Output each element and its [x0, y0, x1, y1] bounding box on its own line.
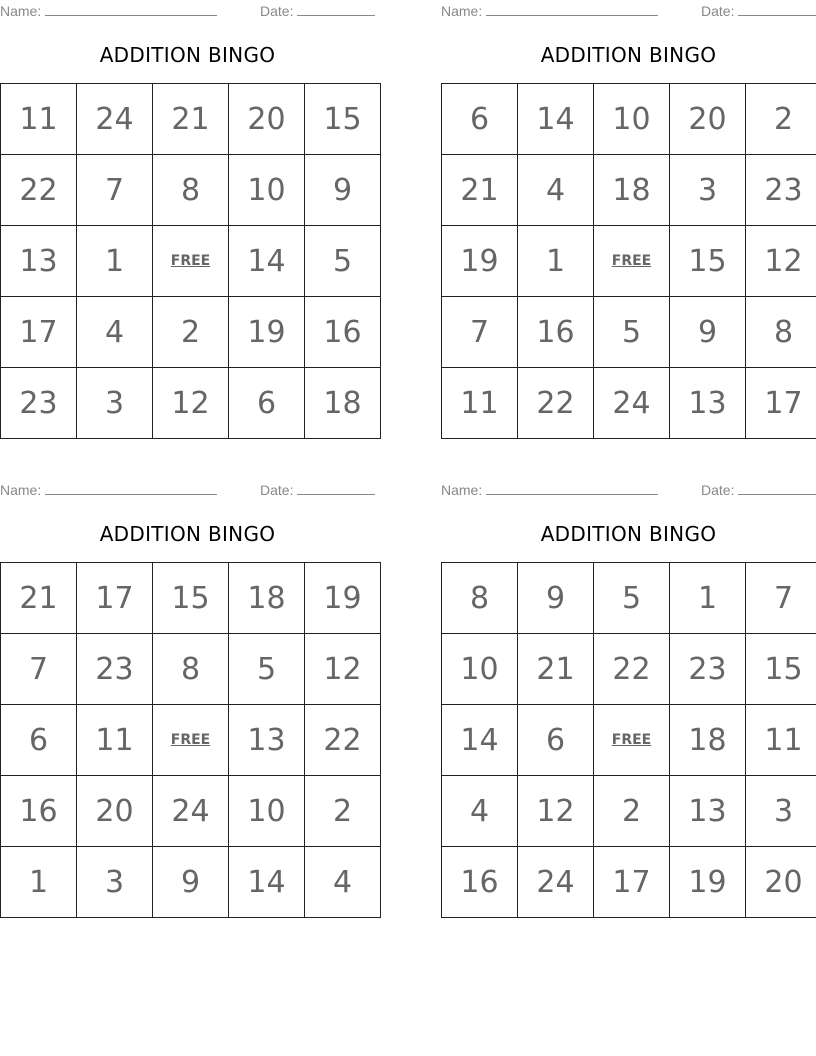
bingo-cell: 22 — [518, 368, 594, 439]
bingo-cell: 16 — [518, 297, 594, 368]
bingo-cell: 4 — [305, 847, 381, 918]
bingo-cell: 3 — [77, 368, 153, 439]
free-space-cell: FREE — [594, 226, 670, 297]
bingo-cell: 17 — [1, 297, 77, 368]
name-date-header — [441, 481, 816, 499]
bingo-row — [1, 155, 381, 226]
bingo-row — [442, 634, 816, 705]
bingo-cell: 3 — [746, 776, 816, 847]
bingo-grid — [441, 562, 816, 918]
bingo-cell: 4 — [518, 155, 594, 226]
bingo-cell: 7 — [746, 563, 816, 634]
card-title: ADDITION BINGO — [99, 522, 276, 546]
bingo-cell: 24 — [153, 776, 229, 847]
bingo-cell: 17 — [746, 368, 816, 439]
bingo-cell: 23 — [746, 155, 816, 226]
bingo-cell: 24 — [518, 847, 594, 918]
bingo-cell: 12 — [746, 226, 816, 297]
bingo-cell: 14 — [229, 226, 305, 297]
free-space-cell: FREE — [153, 705, 229, 776]
bingo-cell: 18 — [670, 705, 746, 776]
bingo-cell: 19 — [305, 563, 381, 634]
bingo-cell: 9 — [305, 155, 381, 226]
bingo-cell: 16 — [305, 297, 381, 368]
bingo-cell: 15 — [746, 634, 816, 705]
bingo-cell: 20 — [77, 776, 153, 847]
bingo-row — [442, 368, 816, 439]
date-field — [260, 481, 375, 498]
date-field — [701, 481, 816, 498]
bingo-row — [442, 84, 816, 155]
date-field — [701, 2, 816, 19]
bingo-cell: 4 — [442, 776, 518, 847]
name-blank-line — [486, 481, 658, 495]
bingo-row — [1, 563, 381, 634]
bingo-cell: 22 — [594, 634, 670, 705]
bingo-cell: 8 — [153, 155, 229, 226]
bingo-cell: 8 — [153, 634, 229, 705]
bingo-cell: 19 — [670, 847, 746, 918]
bingo-cell: 18 — [305, 368, 381, 439]
bingo-row — [442, 297, 816, 368]
bingo-cell: 18 — [594, 155, 670, 226]
bingo-cell: 17 — [77, 563, 153, 634]
name-label: Name: — [0, 482, 42, 498]
bingo-cell: 13 — [1, 226, 77, 297]
bingo-cell: 14 — [518, 84, 594, 155]
bingo-cell: 12 — [518, 776, 594, 847]
bingo-cell: 1 — [518, 226, 594, 297]
name-label: Name: — [441, 3, 483, 19]
bingo-row — [442, 563, 816, 634]
name-label: Name: — [0, 3, 42, 19]
bingo-cell: 15 — [153, 563, 229, 634]
bingo-cell: 1 — [670, 563, 746, 634]
free-space-cell: FREE — [594, 705, 670, 776]
bingo-cell: 2 — [746, 84, 816, 155]
bingo-cell: 22 — [1, 155, 77, 226]
bingo-cell: 19 — [442, 226, 518, 297]
name-date-header — [0, 2, 375, 20]
bingo-row — [442, 705, 816, 776]
bingo-cell: 5 — [594, 563, 670, 634]
bingo-cell: 11 — [1, 84, 77, 155]
bingo-cell: 7 — [442, 297, 518, 368]
bingo-cell: 21 — [1, 563, 77, 634]
bingo-row — [1, 847, 381, 918]
bingo-cell: 9 — [518, 563, 594, 634]
bingo-cell: 23 — [1, 368, 77, 439]
name-blank-line — [45, 481, 217, 495]
bingo-cell: 1 — [1, 847, 77, 918]
date-label: Date: — [701, 482, 735, 498]
bingo-cell: 12 — [153, 368, 229, 439]
name-blank-line — [486, 2, 658, 16]
bingo-cell: 15 — [305, 84, 381, 155]
bingo-cell: 22 — [305, 705, 381, 776]
name-field — [0, 2, 217, 19]
date-blank-line — [738, 2, 816, 16]
date-blank-line — [297, 2, 375, 16]
name-blank-line — [45, 2, 217, 16]
bingo-row — [1, 776, 381, 847]
bingo-cell: 11 — [746, 705, 816, 776]
bingo-row — [442, 155, 816, 226]
date-label: Date: — [260, 3, 294, 19]
bingo-cell: 6 — [229, 368, 305, 439]
bingo-cell: 17 — [594, 847, 670, 918]
bingo-cell: 19 — [229, 297, 305, 368]
bingo-cell: 2 — [305, 776, 381, 847]
free-space-cell: FREE — [153, 226, 229, 297]
bingo-grid — [0, 562, 381, 918]
bingo-row — [1, 634, 381, 705]
date-label: Date: — [260, 482, 294, 498]
bingo-cell: 15 — [670, 226, 746, 297]
bingo-cell: 6 — [442, 84, 518, 155]
bingo-cell: 9 — [670, 297, 746, 368]
bingo-cell: 16 — [442, 847, 518, 918]
bingo-row — [1, 368, 381, 439]
bingo-cell: 8 — [442, 563, 518, 634]
bingo-cell: 12 — [305, 634, 381, 705]
bingo-cell: 20 — [229, 84, 305, 155]
bingo-cell: 11 — [442, 368, 518, 439]
name-field — [441, 2, 658, 19]
name-date-header — [441, 2, 816, 20]
bingo-cell: 2 — [153, 297, 229, 368]
bingo-cell: 11 — [77, 705, 153, 776]
bingo-cell: 20 — [746, 847, 816, 918]
bingo-cell: 4 — [77, 297, 153, 368]
bingo-cell: 5 — [229, 634, 305, 705]
bingo-row — [442, 847, 816, 918]
name-field — [0, 481, 217, 498]
bingo-cell: 23 — [670, 634, 746, 705]
bingo-grid — [0, 83, 381, 439]
bingo-cell: 16 — [1, 776, 77, 847]
bingo-row — [442, 776, 816, 847]
bingo-cell: 20 — [670, 84, 746, 155]
bingo-cell: 9 — [153, 847, 229, 918]
bingo-row — [1, 84, 381, 155]
bingo-cell: 18 — [229, 563, 305, 634]
bingo-cell: 6 — [518, 705, 594, 776]
name-label: Name: — [441, 482, 483, 498]
card-title: ADDITION BINGO — [540, 43, 717, 67]
bingo-row — [1, 297, 381, 368]
bingo-cell: 23 — [77, 634, 153, 705]
bingo-cell: 3 — [77, 847, 153, 918]
bingo-cell: 10 — [229, 776, 305, 847]
bingo-cell: 6 — [1, 705, 77, 776]
bingo-cell: 24 — [594, 368, 670, 439]
bingo-row — [1, 705, 381, 776]
bingo-cell: 5 — [594, 297, 670, 368]
card-title: ADDITION BINGO — [99, 43, 276, 67]
name-date-header — [0, 481, 375, 499]
bingo-cell: 21 — [153, 84, 229, 155]
bingo-cell: 10 — [229, 155, 305, 226]
bingo-row — [1, 226, 381, 297]
bingo-cell: 13 — [670, 368, 746, 439]
date-blank-line — [297, 481, 375, 495]
bingo-row — [442, 226, 816, 297]
date-label: Date: — [701, 3, 735, 19]
name-field — [441, 481, 658, 498]
bingo-cell: 24 — [77, 84, 153, 155]
bingo-cell: 13 — [670, 776, 746, 847]
bingo-cell: 10 — [442, 634, 518, 705]
bingo-grid — [441, 83, 816, 439]
bingo-cell: 14 — [442, 705, 518, 776]
date-blank-line — [738, 481, 816, 495]
bingo-cell: 13 — [229, 705, 305, 776]
bingo-cell: 21 — [442, 155, 518, 226]
bingo-cell: 3 — [670, 155, 746, 226]
bingo-cell: 1 — [77, 226, 153, 297]
bingo-cell: 5 — [305, 226, 381, 297]
bingo-cell: 14 — [229, 847, 305, 918]
bingo-cell: 10 — [594, 84, 670, 155]
date-field — [260, 2, 375, 19]
card-title: ADDITION BINGO — [540, 522, 717, 546]
bingo-cell: 2 — [594, 776, 670, 847]
bingo-cell: 7 — [1, 634, 77, 705]
bingo-cell: 7 — [77, 155, 153, 226]
bingo-cell: 21 — [518, 634, 594, 705]
bingo-cell: 8 — [746, 297, 816, 368]
